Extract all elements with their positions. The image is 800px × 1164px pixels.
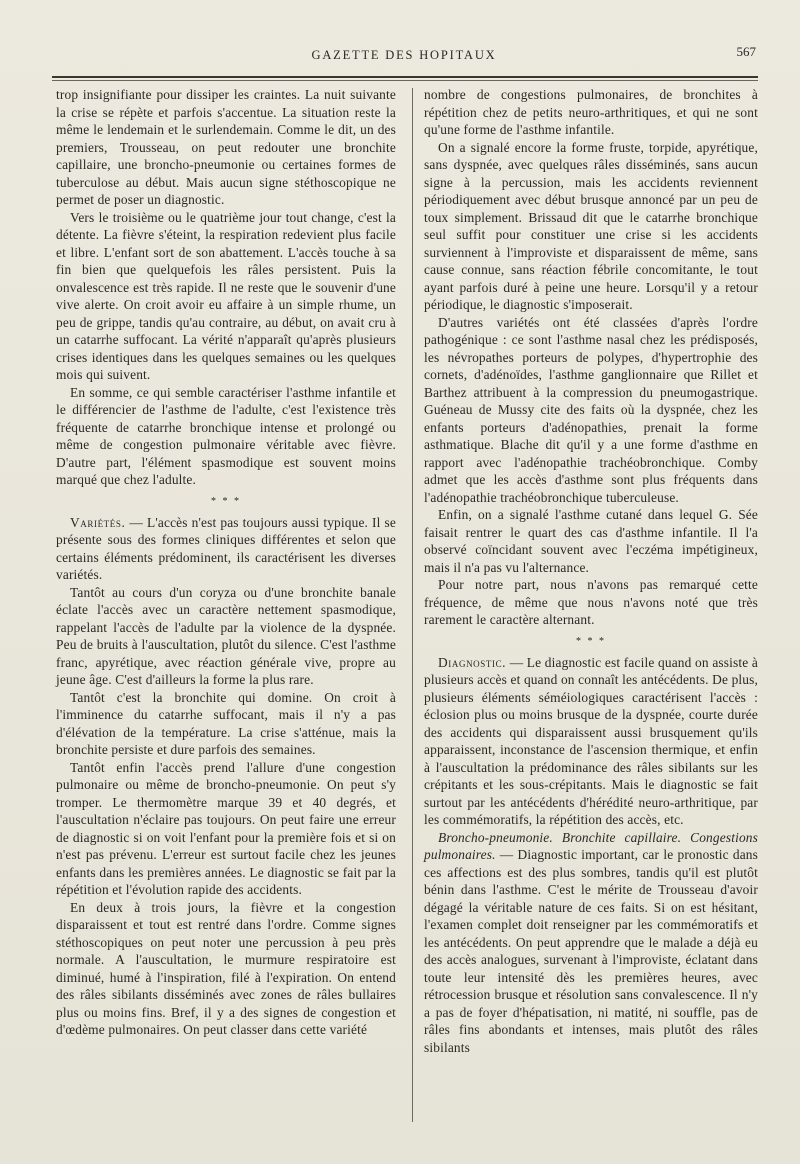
section-heading: Variétés.	[70, 514, 126, 530]
paragraph: Vers le troisième ou le quatrième jour tout change, c'est la détente. La fièvre s'éteint, la respiration redevient plus facile et libre. L'enfant sort de son abattement. L'accès touche à sa fin bien que quelquefois les râles persistent. Puis la onvalescence est très rapide. Il ne reste que le souvenir d'une vive alerte. On croit avoir eu affaire à un simple rhume, un peu de grippe, tandis qu'au contraire, au début, on avait cru à un catarrhe suffocant. La vérité n'apparaît qu'après plusieurs crises identiques dans les quelques semaines ou les quelques mois qui suivent.	[56, 209, 396, 382]
paragraph: En somme, ce qui semble caractériser l'asthme infantile et le différencier de l'asthme de l'adulte, c'est l'existence très fréquente de catarrhe bronchique intense et prolongé ou même de congestion pulmonaire véritable avec fièvre. D'autre part, l'élément spasmodique est souvent moins marqué que chez l'adulte.	[56, 384, 396, 487]
paragraph: On a signalé encore la forme fruste, torpide, apyrétique, sans dyspnée, avec quelques râles disséminés, sans aucun signe à la percussion, mais les accidents reviennent périodiquement avec début brusque annoncé par un peu de toux simplement. Brissaud dit que le catarrhe bronchique seul suffit pour constituer une crise si les accidents surviennent à l'improviste et disparaissent de même, sans cause connue, sans réaction fébrile concomitante, le tout ayant parfois duré à peine une heure. Lorsqu'il y a retour périodique, le diagnostic s'imposerait.	[424, 139, 758, 312]
paragraph: Pour notre part, nous n'avons pas remarqué cette fréquence, de même que nous n'avons noté que très rarement le caractère alternant.	[424, 577, 758, 627]
paragraph: trop insignifiante pour dissiper les craintes. La nuit suivante la crise se répète et parfois s'accentue. La situation reste la même le lendemain et le surlendemain. Comme le dit, un des premiers, Trousseau, on peut redouter une bronchite capillaire, une broncho-pneumonie ou certaines formes de tuberculose au début. Mais aucun signe stéthoscopique ne permet de poser un diagnostic.	[56, 87, 396, 207]
header-rule	[52, 76, 758, 78]
section-heading: Diagnostic.	[438, 654, 507, 670]
right-column	[424, 86, 758, 1056]
page-number: 567	[736, 44, 756, 59]
section-separator: * * *	[576, 635, 606, 647]
paragraph: Tantôt au cours d'un coryza ou d'une bronchite banale éclate l'accès avec un caractère nettement spasmodique, rappelant l'accès de l'adulte par la violence de la dyspnée. Peu de bruits à l'auscultation, plutôt du silence. C'est l'asthme franc, apyrétique, avec réaction générale vive, propre au jeune âge. C'est d'ailleurs la forme la plus rare.	[56, 584, 396, 687]
paragraph: Tantôt c'est la bronchite qui domine. On croit à l'imminence du catarrhe suffocant, mais il n'y a pas d'élévation de la température. La crise s'atténue, mais la bronchite persiste et dure parfois des semaines.	[56, 689, 396, 757]
paragraph-text: — L'accès n'est pas toujours aussi typique. Il se présente sous des formes cliniques différentes et selon que certains éléments prédominent, ils caractérisent les diverses variétés.	[56, 514, 396, 582]
paragraph-varietes	[56, 514, 396, 584]
journal-title: GAZETTE DES HOPITAUX	[311, 48, 497, 62]
left-column	[56, 86, 396, 1039]
paragraph: En deux à trois jours, la fièvre et la congestion disparaissent et tout est rentré dans l'ordre. Comme signes stéthoscopiques on peut noter une percussion à peu près normale. A l'auscultation, le murmure respiratoire est diminué, humé à l'inspiration, filé à l'expiration. On entend des râles sibilants disséminés avec zones de râles bullaires plus ou moins fins. Bref, il y a des signes de congestion et d'œdème pulmonaires. On peut classer dans cette variété	[56, 899, 396, 1037]
paragraph: nombre de congestions pulmonaires, de bronchites à répétition chez de petits neuro-arthritiques, et qui ne sont qu'une forme de l'asthme infantile.	[424, 87, 758, 137]
paragraph-text: — Le diagnostic est facile quand on assiste à plusieurs accès et quand on connaît les antécédents. De plus, plusieurs éléments séméiologiques caractérisent l'accès : éclosion plus ou moins brusque de la dyspnée, courte durée des accidents qui disparaissent aussi brusquement qu'ils apparaissent, inconstance de l'ascension thermique, et enfin à l'auscultation la prédominance des râles sibilants sur les crépitants et les sous-crépitants. Mais le diagnostic se fait surtout par les antécédents d'hérédité neuro-arthritique, par les commémoratifs, la répétition des accès, etc.	[424, 654, 758, 827]
subsection-heading: Broncho-pneumonie. Bronchite capillaire. Congestions pulmonaires.	[424, 829, 758, 862]
paragraph-text: — Diagnostic important, car le pronostic dans ces affections est des plus sombres, tandis qu'il est plutôt bénin dans l'asthme. C'est le mérite de Trousseau d'avoir dégagé la véritable nature de ces faits. Si on est hésitant, l'examen complet doit renseigner par les commémoratifs et les antécédents. On peut apprendre que le malade a déjà eu des accès analogues, survenant à l'improviste, éclatant dans toute leur intensité dès les premières heures, avec rétrocession brusque et résolution sans convalescence. Il n'y a pas de foyer d'hépatisation, ni matité, ni souffle, pas de râles fins abondants et intenses, mais plutôt des râles sibilants	[424, 847, 758, 1055]
header-rule-thin	[52, 80, 758, 81]
paragraph: D'autres variétés ont été classées d'après l'ordre pathogénique : ce sont l'asthme nasal chez les prédisposés, les névropathes porteurs de polypes, d'hypertrophie des cornets, d'adénoïdes, l'asthme ganglionnaire que Rillet et Barthez attribuent à la compression du pneumogastrique. Guéneau de Mussy cite des faits où la dyspnée, chez les enfants porteurs d'adénopathies, prenait la forme asthmatique. Blache dit qu'il y a une forme d'asthme en rapport avec l'adénopathie trachéobronchique. Comby admet que les accès d'asthme sont plus fréquents dans l'adénopathie trachéobronchique tuberculeuse.	[424, 314, 758, 505]
paragraph: Tantôt enfin l'accès prend l'allure d'une congestion pulmonaire ou même de broncho-pneumonie. On peut s'y tromper. Le thermomètre marque 39 et 40 degrés, et l'auscultation n'éclaire pas toujours. On peut faire une erreur de diagnostic si on voit l'enfant pour la première fois et si on n'est pas prévenu. L'erreur est surtout facile chez les jeunes enfants dans les premières années. Le diagnostic se fait par la répétition et l'évolution rapide des accidents.	[56, 759, 396, 897]
paragraph-diagnostic	[424, 654, 758, 829]
paragraph-broncho	[424, 829, 758, 1057]
column-divider	[412, 88, 413, 1122]
section-separator: * * *	[211, 495, 241, 507]
paragraph: Enfin, on a signalé l'asthme cutané dans lequel G. Sée faisait rentrer le quart des cas d'asthme infantile. Il l'a observé coïncidant souvent avec l'eczéma impétigineux, mais il n'a pas vu l'alternance.	[424, 507, 758, 575]
running-head	[52, 44, 756, 66]
